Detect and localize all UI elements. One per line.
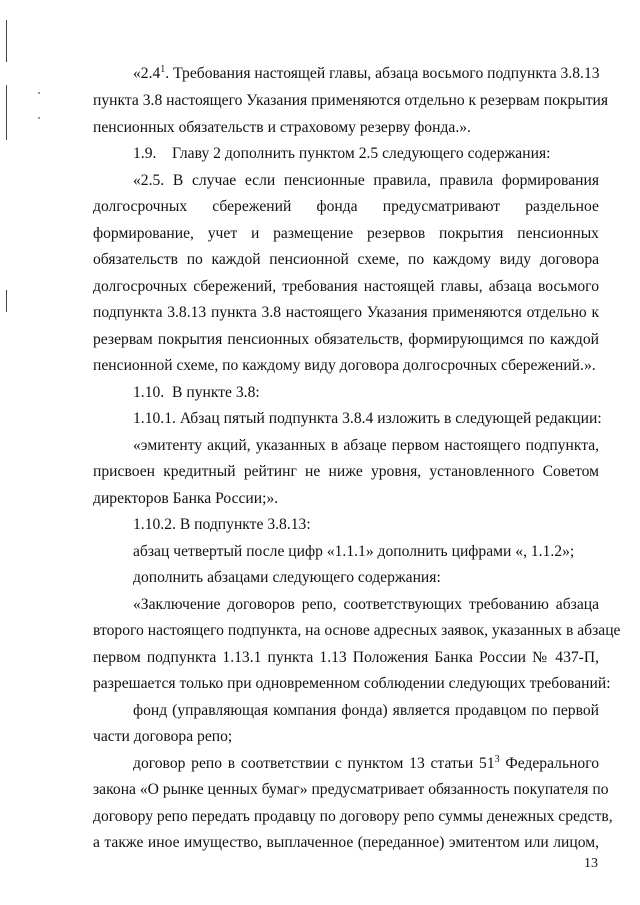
text-line: долгосрочных сбережений, требования настоящей главы, абзаца восьмого	[93, 278, 599, 295]
text-line: обязательств по каждой пенсионной схеме, по каждому виду договора	[93, 251, 600, 268]
text-line: а также иное имущество, выплаченное (переданное) эмитентом или лицом,	[93, 834, 600, 851]
text-line: первом подпункта 1.13.1 пункта 1.13 Положения Банка России № 437-П,	[93, 649, 600, 666]
text-line: фонд (управляющая компания фонда) является продавцом по первой	[133, 702, 599, 719]
text-line: «2.5. В случае если пенсионные правила, правила формирования	[133, 172, 600, 189]
text-line: абзац четвертый после цифр «1.1.1» дополнить цифрами «, 1.1.2»;	[133, 543, 575, 560]
text-line: долгосрочных сбережений фонда предусматривают раздельное	[93, 198, 599, 215]
text-line: 1.10.2. В подпункте 3.8.13:	[133, 516, 311, 533]
text-line: 1.10. В пункте 3.8:	[133, 384, 260, 401]
text-line: «эмитенту акций, указанных в абзаце первом настоящего подпункта,	[133, 437, 600, 454]
text-line: разрешается только при одновременном соблюдении следующих требований:	[93, 675, 611, 692]
text-line: «Заключение договоров репо, соответствующих требованию абзаца	[133, 596, 600, 613]
text-line: резервам покрытия пенсионных обязательств, формирующимся по каждой	[93, 331, 599, 348]
text-line: «$2.4^1$. Требования настоящей главы, абзаца восьмого подпункта 3.8.13	[133, 64, 600, 82]
text-line: пенсионных обязательств и страховому резерву фонда.».	[93, 119, 471, 136]
text-line: присвоен кредитный рейтинг не ниже уровня, установленного Советом	[93, 463, 599, 480]
text-line: 1.9. Главу 2 дополнить пунктом 2.5 следующего содержания:	[133, 145, 551, 162]
text-line: пенсионной схеме, по каждому виду договора долгосрочных сбережений.».	[93, 357, 596, 374]
text-line: дополнить абзацами следующего содержания:	[133, 569, 441, 586]
text-line: подпункта 3.8.13 пункта 3.8 настоящего Указания применяются отдельно к	[93, 304, 600, 321]
text-line: 1.10.1. Абзац пятый подпункта 3.8.4 изложить в следующей редакции:	[133, 410, 602, 427]
text-line: договор репо в соответствии с пунктом 13 статьи $51^3$ Федерального	[133, 754, 600, 772]
text-line: части договора репо;	[93, 728, 233, 745]
text-line: закона «О рынке ценных бумаг» предусматривает обязанность покупателя по	[93, 781, 609, 798]
text-line: второго настоящего подпункта, на основе адресных заявок, указанных в абзаце	[93, 622, 621, 639]
text-line: формирование, учет и размещение резервов покрытия пенсионных	[93, 225, 599, 242]
scan-edge-mark	[6, 20, 7, 62]
text-line: пункта 3.8 настоящего Указания применяются отдельно к резервам покрытия	[93, 92, 609, 109]
scan-edge-mark	[6, 85, 7, 140]
page-number: 13	[584, 856, 598, 871]
scan-speck	[38, 92, 40, 94]
text-line: директоров Банка России;».	[93, 490, 279, 507]
text-line: договору репо передать продавцу по договору репо суммы денежных средств,	[93, 808, 613, 825]
scan-edge-mark	[6, 290, 7, 312]
scan-speck	[38, 117, 40, 119]
